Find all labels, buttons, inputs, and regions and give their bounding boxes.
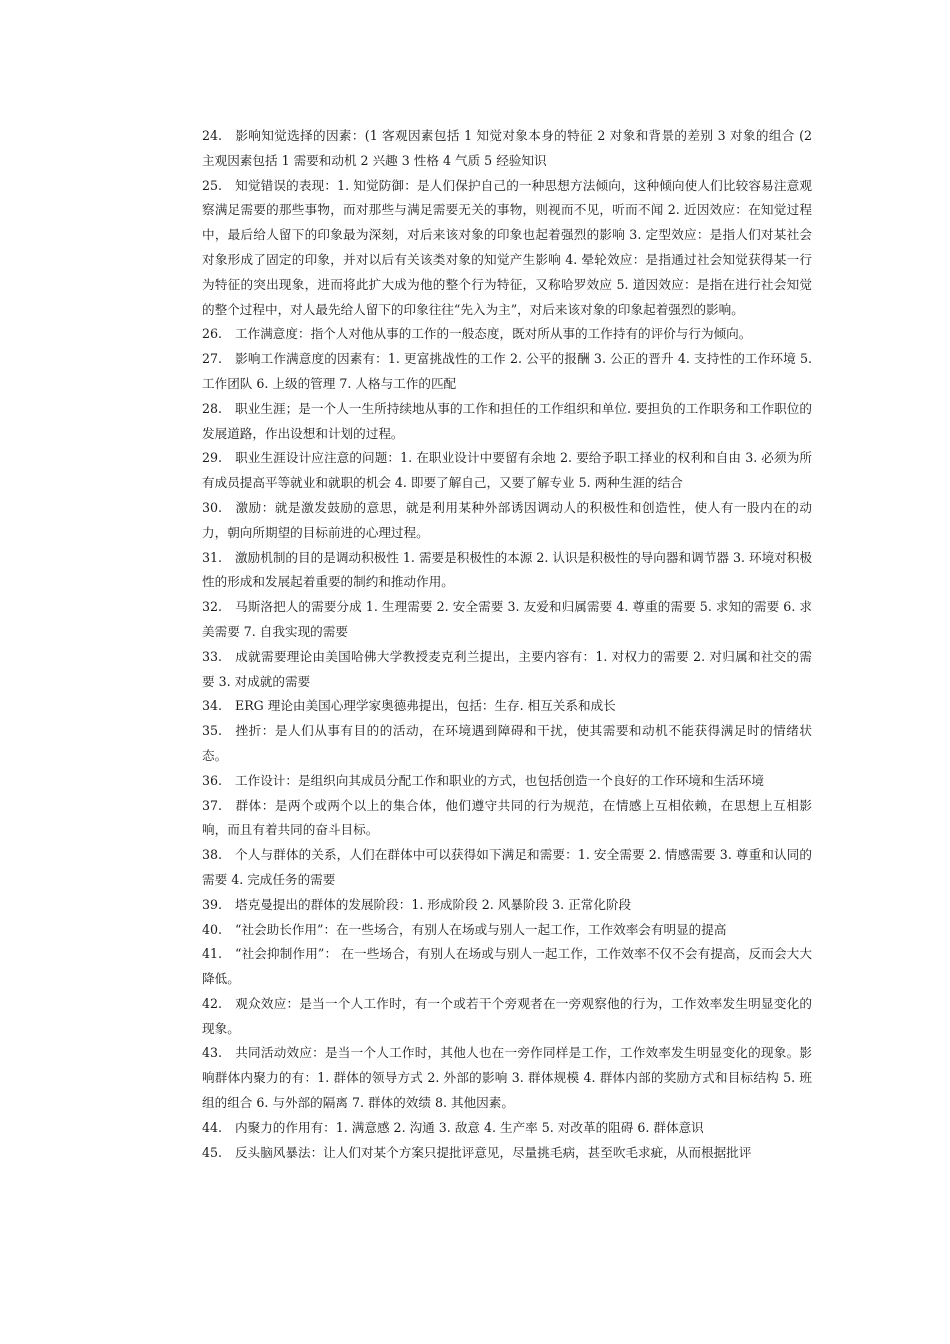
item-number: 27. bbox=[202, 351, 223, 367]
list-item bbox=[202, 893, 812, 918]
item-number: 33. bbox=[202, 648, 223, 664]
list-item bbox=[202, 124, 812, 174]
item-number: 38. bbox=[202, 847, 223, 863]
list-item bbox=[202, 992, 812, 1042]
item-text: 激励机制的目的是调动积极性 1. 需要是积极性的本源 2. 认识是积极性的导向器和调节器 3. 环境对积极性的形成和发展起着重要的制约和推动作用。 bbox=[202, 549, 812, 590]
item-text: 激励：就是激发鼓励的意思，就是利用某种外部诱因调动人的积极性和创造性，使人有一股内在的动力，朝向所期望的目标前进的心理过程。 bbox=[202, 499, 812, 540]
list-item bbox=[202, 794, 812, 844]
item-text: 塔克曼提出的群体的发展阶段：1. 形成阶段 2. 风暴阶段 3. 正常化阶段 bbox=[235, 896, 632, 912]
item-text: 工作满意度：指个人对他从事的工作的一般态度，既对所从事的工作持有的评价与行为倾向。 bbox=[235, 326, 752, 342]
list-item bbox=[202, 1141, 812, 1166]
item-text: 群体：是两个或两个以上的集合体，他们遵守共同的行为规范，在情感上互相依赖，在思想上互相影响，而且有着共同的奋斗目标。 bbox=[202, 797, 812, 838]
list-item bbox=[202, 446, 812, 496]
item-text: 马斯洛把人的需要分成 1. 生理需要 2. 安全需要 3. 友爱和归属需要 4. 尊重的需要 5. 求知的需要 6. 求美需要 7. 自我实现的需要 bbox=[202, 599, 812, 639]
item-number: 35. bbox=[202, 723, 223, 739]
list-item bbox=[202, 347, 812, 397]
list-item bbox=[202, 322, 812, 347]
item-number: 29. bbox=[202, 450, 223, 466]
item-number: 32. bbox=[202, 599, 223, 615]
item-text: ERG 理论由美国心理学家奥德弗提出，包括：生存. 相互关系和成长 bbox=[235, 698, 616, 714]
list-item bbox=[202, 595, 812, 645]
item-number: 30. bbox=[202, 499, 223, 515]
list-item bbox=[202, 546, 812, 596]
item-number: 37. bbox=[202, 797, 223, 813]
list-item bbox=[202, 719, 812, 769]
item-number: 34. bbox=[202, 698, 223, 714]
item-text: “社会助长作用”：在一些场合，有别人在场或与别人一起工作，工作效率会有明显的提高 bbox=[235, 921, 727, 937]
item-text: 观众效应：是当一个人工作时，有一个或若干个旁观者在一旁观察他的行为，工作效率发生明显变化的现象。 bbox=[202, 995, 812, 1036]
document-body bbox=[202, 124, 812, 1165]
item-text: 职业生涯设计应注意的问题：1. 在职业设计中要留有余地 2. 要给予职工择业的权利和自由 3. 必须为所有成员提高平等就业和就职的机会 4. 即要了解自己，又要了解专业 5. 两种生涯的结合 bbox=[202, 450, 812, 491]
item-text: 个人与群体的关系，人们在群体中可以获得如下满足和需要：1. 安全需要 2. 情感需要 3. 尊重和认同的需要 4. 完成任务的需要 bbox=[202, 847, 812, 887]
item-number: 36. bbox=[202, 772, 223, 788]
item-number: 42. bbox=[202, 995, 223, 1011]
item-text: 知觉错误的表现：1. 知觉防御：是人们保护自己的一种思想方法倾向，这种倾向使人们比较容易注意观察满足需要的那些事物，而对那些与满足需要无关的事物，则视而不见，听而不闻 2. 近因效应：在知觉过程中，最后给人留下的印象最为深刻，对后来该对象的印象也起着强烈的影响 3. 定型效应：是指人们对某社会对象形成了固定的印象，并对以后有关该类对象的知觉产生影响 4. 晕轮效应：是指通过社会知觉获得某一行为特征的突出现象，进而将此扩大成为他的整个行为特征，又称哈罗效应 5. 道因效应：是指在进行社会知觉的整个过程中，对人最先给人留下的印象往往“先入为主”，对后来该对象的印象起着强烈的影响。 bbox=[202, 177, 812, 317]
item-text: 工作设计：是组织向其成员分配工作和职业的方式，也包括创造一个良好的工作环境和生活环境 bbox=[235, 772, 764, 788]
item-number: 31. bbox=[202, 549, 223, 565]
item-number: 26. bbox=[202, 326, 223, 342]
item-number: 43. bbox=[202, 1045, 223, 1061]
list-item bbox=[202, 174, 812, 323]
item-text: 反头脑风暴法：让人们对某个方案只提批评意见，尽量挑毛病，甚至吹毛求疵，从而根据批评 bbox=[235, 1144, 752, 1160]
item-number: 39. bbox=[202, 896, 223, 912]
list-item bbox=[202, 843, 812, 893]
list-item bbox=[202, 769, 812, 794]
item-text: 挫折：是人们从事有目的的活动，在环境遇到障碍和干扰，使其需要和动机不能获得满足时的情绪状态。 bbox=[202, 723, 812, 763]
item-text: “社会抑制作用”： 在一些场合，有别人在场或与别人一起工作，工作效率不仅不会有提高，反而会大大降低。 bbox=[202, 946, 812, 987]
list-item bbox=[202, 942, 812, 992]
item-number: 40. bbox=[202, 921, 223, 937]
list-item bbox=[202, 645, 812, 695]
item-text: 职业生涯；是一个人一生所持续地从事的工作和担任的工作组织和单位. 要担负的工作职务和工作职位的发展道路，作出设想和计划的过程。 bbox=[202, 400, 812, 441]
list-item bbox=[202, 1116, 812, 1141]
list-item bbox=[202, 918, 812, 943]
item-number: 25. bbox=[202, 177, 223, 193]
item-number: 24. bbox=[202, 128, 223, 143]
item-number: 41. bbox=[202, 946, 223, 962]
item-number: 45. bbox=[202, 1144, 223, 1160]
item-text: 影响知觉选择的因素：(1 客观因素包括 1 知觉对象本身的特征 2 对象和背景的差别 3 对象的组合 (2 主观因素包括 1 需要和动机 2 兴趣 3 性格 4 气质 5 经验知识 bbox=[202, 128, 812, 168]
item-text: 共同活动效应：是当一个人工作时，其他人也在一旁作同样是工作，工作效率发生明显变化的现象。影响群体内聚力的有：1. 群体的领导方式 2. 外部的影响 3. 群体规模 4. 群体内部的奖励方式和目标结构 5. 班组的组合 6. 与外部的隔离 7. 群体的效绩 8. 其他因素。 bbox=[202, 1045, 812, 1111]
item-number: 28. bbox=[202, 400, 223, 416]
item-text: 成就需要理论由美国哈佛大学教授麦克利兰提出，主要内容有：1. 对权力的需要 2. 对归属和社交的需要 3. 对成就的需要 bbox=[202, 648, 812, 689]
list-item bbox=[202, 397, 812, 447]
item-text: 影响工作满意度的因素有：1. 更富挑战性的工作 2. 公平的报酬 3. 公正的晋升 4. 支持性的工作环境 5. 工作团队 6. 上级的管理 7. 人格与工作的匹配 bbox=[202, 351, 812, 391]
item-text: 内聚力的作用有：1. 满意感 2. 沟通 3. 敌意 4. 生产率 5. 对改革的阻碍 6. 群体意识 bbox=[235, 1119, 704, 1135]
list-item bbox=[202, 496, 812, 546]
item-number: 44. bbox=[202, 1119, 223, 1135]
list-item bbox=[202, 1041, 812, 1115]
list-item bbox=[202, 694, 812, 719]
